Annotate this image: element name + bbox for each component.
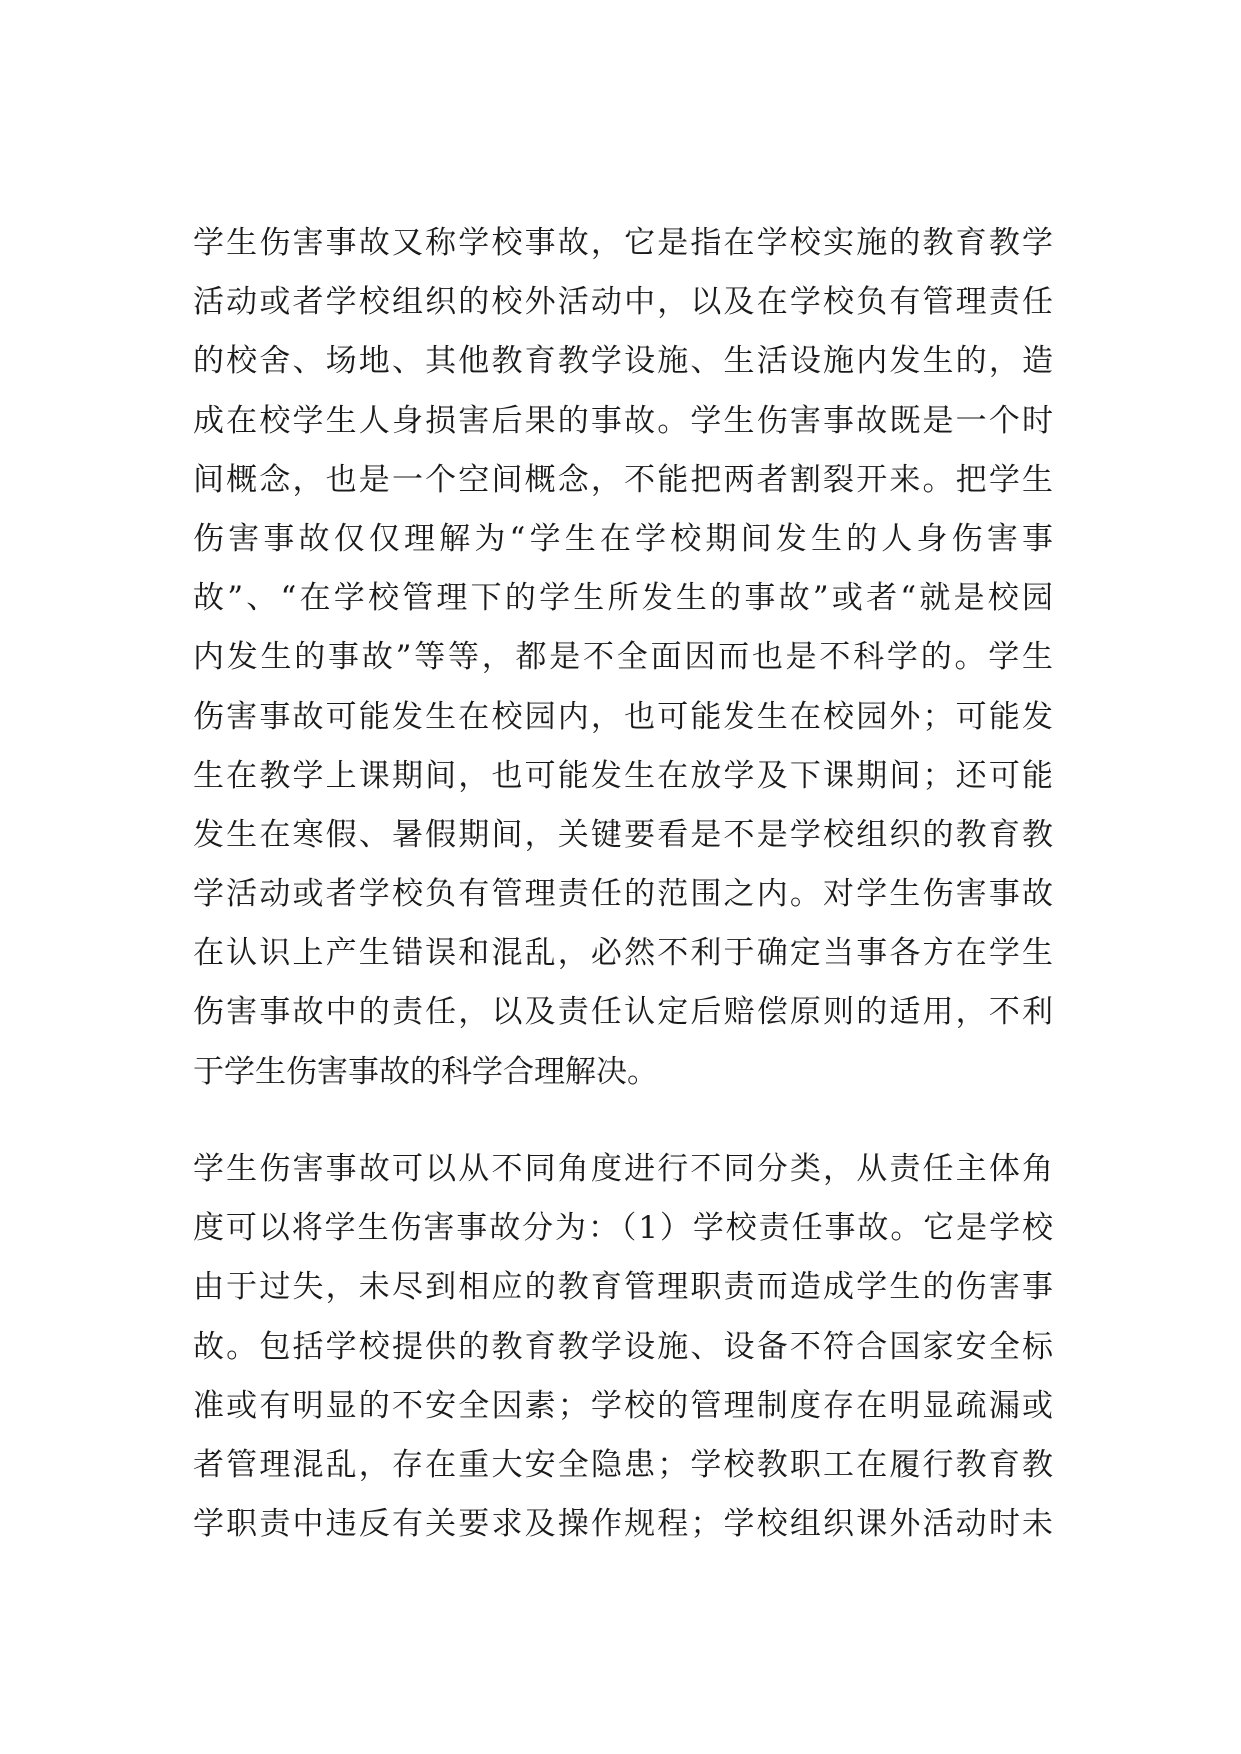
paragraph xyxy=(193,214,1053,1102)
text-line: 活动或者学校组织的校外活动中，以及在学校负有管理责任 xyxy=(193,284,1053,321)
paragraph xyxy=(193,1140,1053,1554)
text-line: 的校舍、场地、其他教育教学设施、生活设施内发生的，造 xyxy=(193,343,1053,380)
text-line: 于学生伤害事故的科学合理解决。 xyxy=(193,1053,658,1090)
text-line: 故”、“在学校管理下的学生所发生的事故”或者“就是校园 xyxy=(193,580,1053,617)
text-line: 生在教学上课期间，也可能发生在放学及下课期间；还可能 xyxy=(193,757,1053,794)
text-line: 成在校学生人身损害后果的事故。学生伤害事故既是一个时 xyxy=(193,402,1053,439)
text-line: 伤害事故可能发生在校园内，也可能发生在校园外；可能发 xyxy=(193,698,1053,735)
text-line: 学生伤害事故可以从不同角度进行不同分类，从责任主体角 xyxy=(193,1151,1053,1187)
text-line: 故。包括学校提供的教育教学设施、设备不符合国家安全标 xyxy=(193,1328,1053,1365)
text-line: 间概念，也是一个空间概念，不能把两者割裂开来。把学生 xyxy=(193,461,1053,498)
text-line: 学活动或者学校负有管理责任的范围之内。对学生伤害事故 xyxy=(193,876,1053,913)
text-line: 准或有明显的不安全因素；学校的管理制度存在明显疏漏或 xyxy=(193,1387,1053,1424)
text-line: 度可以将学生伤害事故分为：（1）学校责任事故。它是学校 xyxy=(193,1210,1053,1247)
text-line: 内发生的事故”等等，都是不全面因而也是不科学的。学生 xyxy=(193,639,1053,676)
text-line: 伤害事故中的责任，以及责任认定后赔偿原则的适用，不利 xyxy=(193,994,1053,1031)
text-line: 发生在寒假、暑假期间，关键要看是不是学校组织的教育教 xyxy=(193,816,1053,853)
text-line: 者管理混乱，存在重大安全隐患；学校教职工在履行教育教 xyxy=(193,1446,1053,1483)
text-line: 在认识上产生错误和混乱，必然不利于确定当事各方在学生 xyxy=(193,935,1053,972)
text-line: 由于过失，未尽到相应的教育管理职责而造成学生的伤害事 xyxy=(193,1269,1053,1306)
text-line: 学职责中违反有关要求及操作规程；学校组织课外活动时未 xyxy=(193,1506,1053,1543)
text-line: 学生伤害事故又称学校事故，它是指在学校实施的教育教学 xyxy=(193,225,1053,261)
text-line: 伤害事故仅仅理解为“学生在学校期间发生的人身伤害事 xyxy=(193,520,1053,557)
